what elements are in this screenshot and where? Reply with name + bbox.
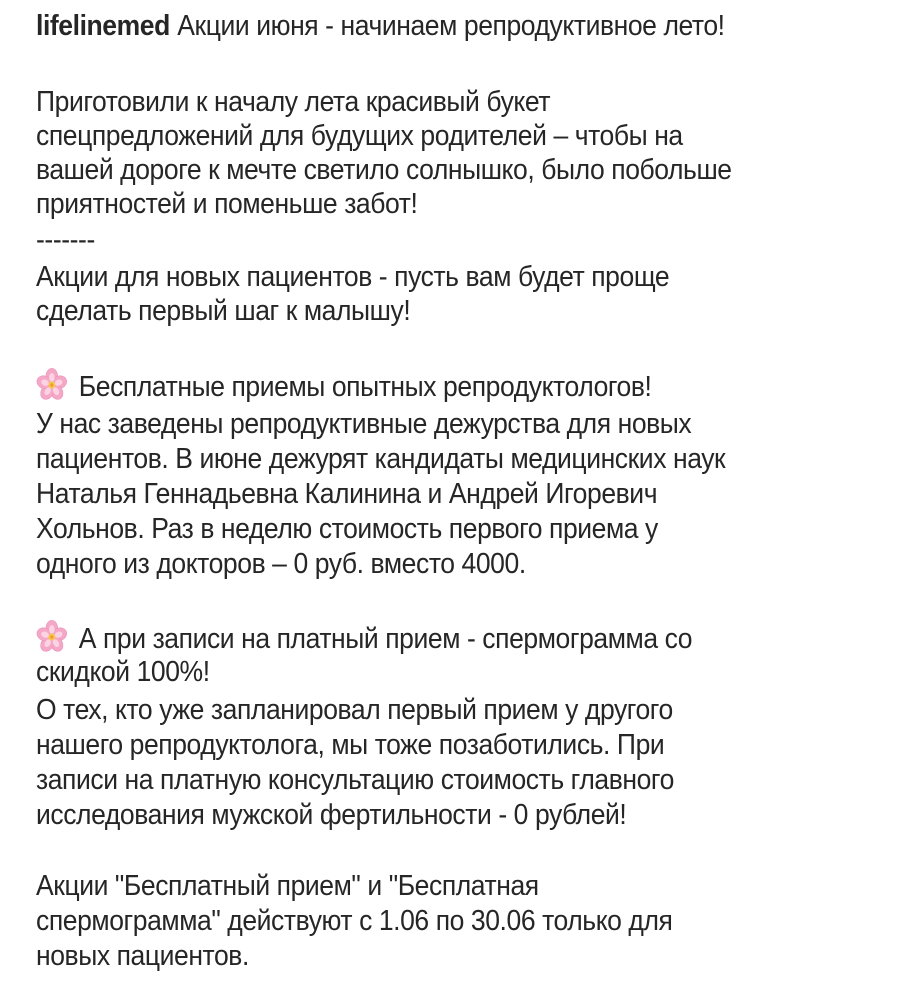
footer-line: Акции "Бесплатный прием" и "Бесплатная (36, 870, 539, 902)
offer2-heading: А при записи на платный прием - спермограмма со (78, 623, 693, 655)
offer1-line: Хольнов. Раз в неделю стоимость первого приема у (36, 513, 658, 545)
new-patients-line: Акции для новых пациентов - пусть вам будет проще (36, 261, 670, 293)
caption-title-line (36, 8, 725, 44)
intro-line: приятностей и поменьше забот! (36, 188, 418, 220)
footer-line: спермограмма" действуют с 1.06 по 30.06 только для (36, 905, 673, 937)
username-link[interactable]: lifelinemed (36, 10, 170, 42)
offer2-line: исследования мужской фертильности - 0 рублей! (36, 799, 627, 831)
intro-line: Приготовили к началу лета красивый букет (36, 86, 551, 118)
caption-title: Акции июня - начинаем репродуктивное лето! (177, 10, 725, 42)
offer1-line: одного из докторов – 0 руб. вместо 4000. (36, 548, 526, 580)
offer2-line: нашего репродуктолога, мы тоже позаботились. При (36, 729, 665, 761)
footer-line: новых пациентов. (36, 940, 249, 972)
offer1-line: У нас заведены репродуктивные дежурства для новых (36, 408, 692, 440)
cherry-blossom-icon (36, 620, 68, 654)
cherry-blossom-icon (36, 368, 68, 402)
offer1-line: пациентов. В июне дежурят кандидаты медицинских наук (36, 443, 726, 475)
intro-line: вашей дороге к мечте светило солнышко, было побольше (36, 154, 732, 186)
divider: ------- (36, 224, 95, 256)
offer2-line: записи на платную консультацию стоимость главного (36, 764, 674, 796)
new-patients-line: сделать первый шаг к малышу! (36, 295, 411, 327)
offer1-heading: Бесплатные приемы опытных репродуктологов! (78, 371, 652, 403)
offer2-heading-line (36, 620, 692, 657)
offer2-line: О тех, кто уже запланировал первый прием у другого (36, 694, 673, 726)
offer1-line: Наталья Геннадьевна Калинина и Андрей Игоревич (36, 478, 658, 510)
intro-line: спецпредложений для будущих родителей – чтобы на (36, 120, 683, 152)
offer2-heading-line: скидкой 100%! (36, 656, 210, 688)
offer1-heading-line (36, 368, 651, 405)
